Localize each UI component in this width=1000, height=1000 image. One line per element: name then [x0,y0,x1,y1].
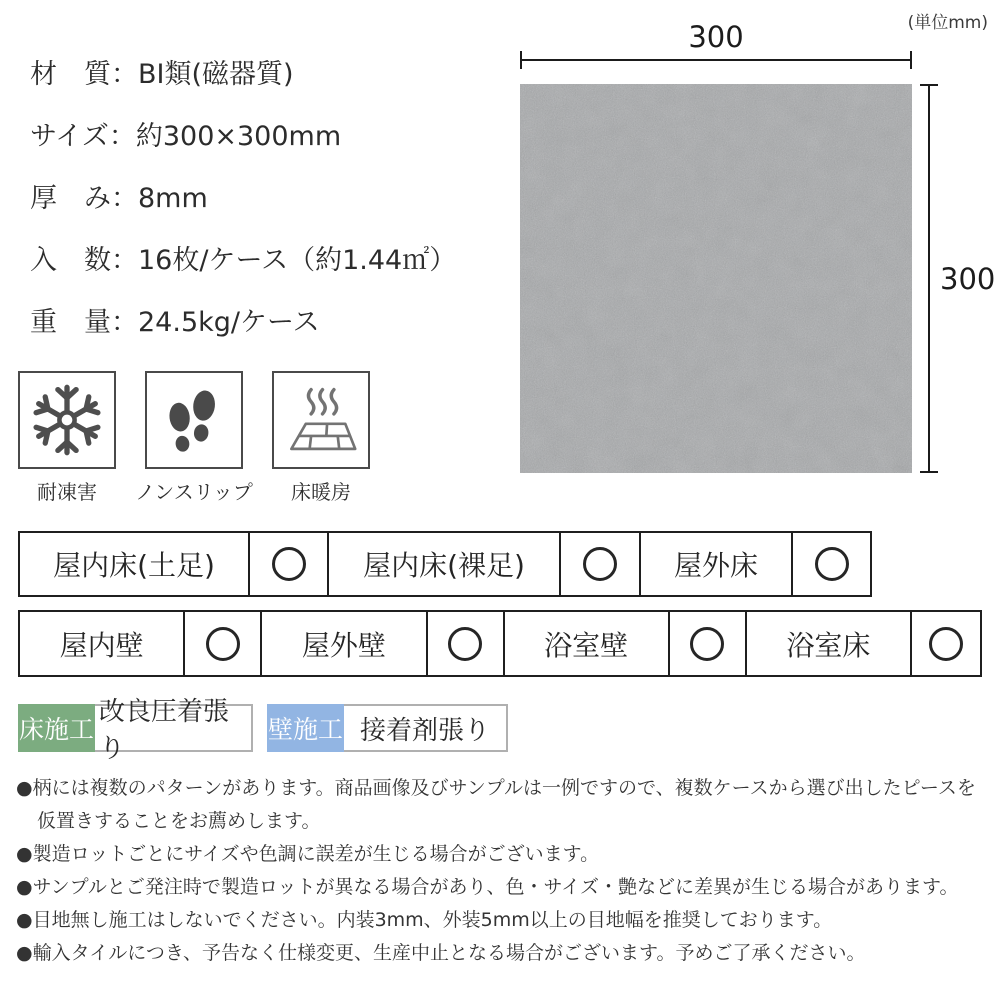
construction-value: 接着剤張り [344,704,508,752]
construction-value: 改良圧着張り [95,704,253,752]
spec-line-weight [30,300,456,336]
circle-mark [583,547,617,581]
construction-methods [18,697,508,764]
spec-list [30,52,456,362]
feature-icon-row [18,371,370,505]
usage-cell-label: 屋外壁 [260,612,425,675]
heated-floor-icon [272,371,370,469]
width-dimension-line [520,59,912,61]
usage-cell-mark [668,612,745,675]
circle-mark [272,547,306,581]
usage-cell-label: 屋外床 [639,533,791,595]
spec-value: BI類(磁器質) [138,59,294,90]
spec-colon: ： [111,183,138,214]
usage-table-wall [18,610,982,677]
footprints-icon [145,371,243,469]
usage-cell-label: 浴室床 [745,612,910,675]
feature-label: 床暖房 [291,480,351,504]
spec-colon: ： [108,121,136,152]
spec-value: 16枚/ケース（約1.44㎡） [138,245,457,276]
circle-mark [206,627,240,661]
usage-cell-label: 屋内壁 [59,628,144,662]
circle-mark [815,547,849,581]
spec-label: 厚 み [30,183,111,214]
note-item: ●輸入タイルにつき、予告なく仕様変更、生産中止となる場合がございます。予めご了承ください。 [16,942,866,964]
note-item: ●製造ロットごとにサイズや色調に誤差が生じる場合がございます。 [16,843,600,865]
construction-header: 床施工 [18,704,95,752]
usage-cell-mark [791,533,870,595]
spec-value: 24.5kg/ケース [138,307,320,338]
spec-line-material [30,52,456,88]
spec-line-thickness [30,176,456,212]
usage-cell-mark [559,533,639,595]
usage-cell-label: 屋内床(裸足) [327,533,559,595]
circle-mark [690,627,724,661]
feature-label: ノンスリップ [135,480,253,504]
usage-cell-label: 屋内床(土足) [53,549,215,582]
feature-non-slip [135,371,253,505]
spec-label: 材 質 [30,59,111,90]
construction-wall [267,704,508,752]
spec-label: 重 量 [30,307,111,338]
snowflake-icon [18,371,116,469]
circle-mark [448,627,482,661]
spec-line-size [30,114,456,150]
usage-cell-mark [248,533,327,595]
usage-cell-mark [183,612,260,675]
usage-cell-mark [426,612,503,675]
note-item: ●目地無し施工はしないでください。内装3mm、外装5mm以上の目地幅を推奨しております。 [16,909,833,931]
usage-cell-mark [910,612,980,675]
usage-table-floor [18,531,872,597]
feature-label: 耐凍害 [37,480,97,504]
construction-header: 壁施工 [267,704,344,752]
width-dimension [520,20,912,61]
spec-value: 8mm [138,183,208,214]
circle-mark [929,627,963,661]
spec-line-quantity [30,238,456,274]
feature-frost-resistant [18,371,116,505]
spec-label: サイズ [30,121,109,152]
construction-floor [18,697,253,764]
note-item: ●柄には複数のパターンがあります。商品画像及びサンプルは一例ですので、複数ケースから選び出したピースを仮置きすることをお薦めします。 [16,777,976,832]
note-item: ●サンプルとご発注時で製造ロットが異なる場合があり、色・サイズ・艶などに差異が生じる場合があります。 [16,876,959,898]
notes-list [16,772,992,970]
height-dimension-label: 300 [940,261,996,296]
usage-cell-label: 浴室壁 [503,612,668,675]
height-dimension [920,84,995,473]
feature-floor-heating [272,371,370,505]
width-dimension-label: 300 [688,20,744,54]
spec-value: 約300×300mm [135,121,342,152]
spec-label: 入 数 [30,245,111,276]
spec-colon: ： [111,307,138,338]
spec-colon: ： [111,245,138,276]
unit-label: (単位mm) [907,13,988,33]
spec-colon: ： [111,59,138,90]
tile-photo [520,84,912,473]
height-dimension-line [928,84,930,473]
